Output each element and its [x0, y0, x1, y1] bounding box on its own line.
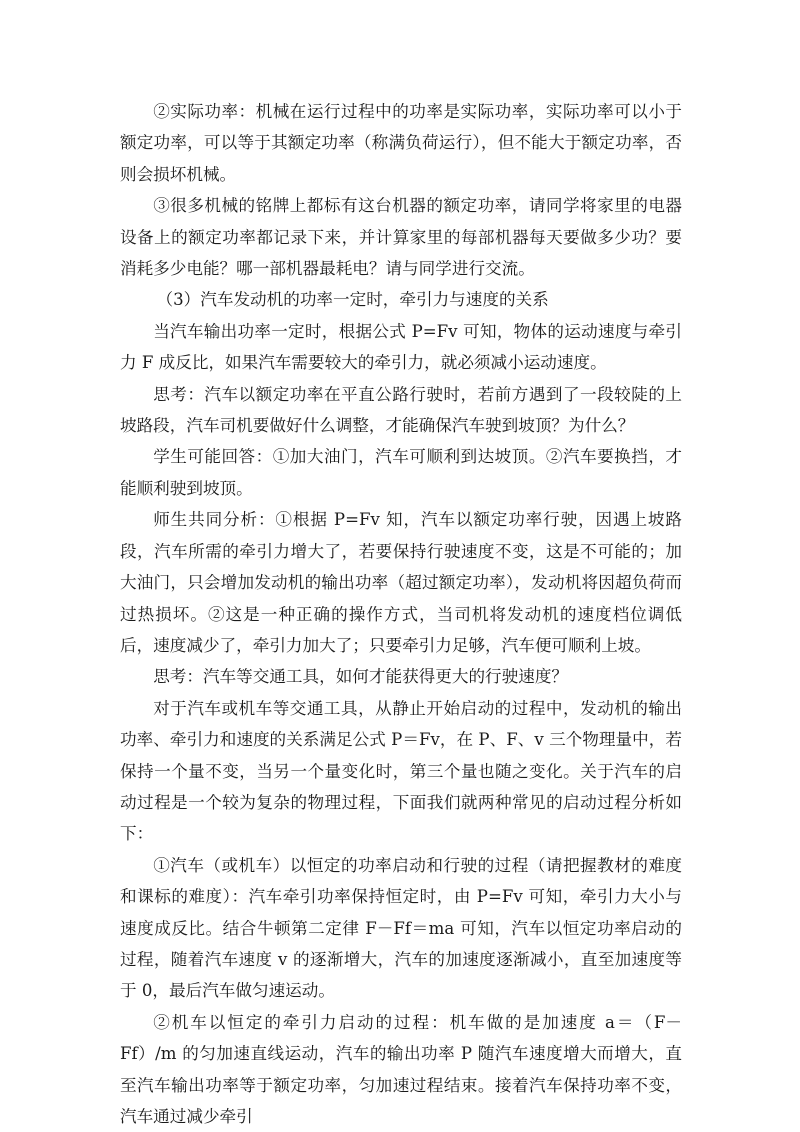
paragraph-text: 思考：汽车等交通工具，如何才能获得更大的行驶速度？	[153, 667, 569, 687]
paragraph-text: 思考：汽车以额定功率在平直公路行驶时，若前方遇到了一段较陡的上坡路段，汽车司机要做好什么调整，才能确保汽车驶到坡顶？为什么？	[120, 384, 682, 436]
paragraph-text: ②实际功率：机械在运行过程中的功率是实际功率，实际功率可以小于额定功率，可以等于其额定功率（称满负荷运行），但不能大于额定功率，否则会损坏机械。	[120, 102, 682, 184]
paragraph-text: ③很多机械的铭牌上都标有这台机器的额定功率，请同学将家里的电器设备上的额定功率都记录下来，并计算家里的每部机器每天要做多少功？要消耗多少电能？哪一部机器最耗电？请与同学进行交流。	[120, 196, 682, 279]
heading-text: （3）汽车发动机的功率一定时，牵引力与速度的关系	[156, 290, 549, 310]
paragraph-text: ②机车以恒定的牵引力启动的过程：机车做的是加速度 a＝（F－Ff）/m 的匀加速直线运动，汽车的输出功率 P 随汽车速度增大而增大，直至汽车输出功率等于额定功率，匀加速过程结束。接着汽车保持功率不变，汽车通过减少牵引	[120, 1012, 682, 1126]
paragraph-constant-force-startup	[120, 1007, 682, 1132]
paragraph-text: 当汽车输出功率一定时，根据公式 P=Fv 可知，物体的运动速度与牵引力 F 成反比，如果汽车需要较大的牵引力，就必须减小运动速度。	[120, 321, 682, 373]
paragraph-text: 学生可能回答：①加大油门，汽车可顺利到达坡顶。②汽车要换挡，才能顺利驶到坡顶。	[120, 447, 682, 498]
paragraph-actual-power	[120, 96, 682, 190]
paragraph-nameplate-power	[120, 190, 682, 284]
paragraph-student-answer	[120, 441, 682, 504]
paragraph-text: ①汽车（或机车）以恒定的功率启动和行驶的过程（请把握教材的难度和课标的难度）：汽车牵引功率保持恒定时，由 P=Fv 可知，牵引力大小与速度成反比。结合牛顿第二定律 F－Ff＝ma 可知，汽车以恒定功率启动的过程，随着汽车速度 v 的逐渐增大，汽车的加速度逐渐减小，直至加速度等于 0，最后汽车做匀速运动。	[120, 855, 682, 1001]
paragraph-constant-power-startup	[120, 850, 682, 1007]
paragraph-startup-intro	[120, 693, 682, 850]
paragraph-text: 对于汽车或机车等交通工具，从静止开始启动的过程中，发动机的输出功率、牵引力和速度的关系满足公式 P＝Fv，在 P、F、v 三个物理量中，若保持一个量不变，当另一个量变化时，第三个量也随之变化。关于汽车的启动过程是一个较为复杂的物理过程，下面我们就两种常见的启动过程分析如下：	[120, 698, 682, 844]
paragraph-constant-power	[120, 316, 682, 379]
section-heading	[120, 284, 682, 315]
document-body	[120, 96, 682, 1132]
paragraph-text: 师生共同分析：①根据 P=Fv 知，汽车以额定功率行驶，因遇上坡路段，汽车所需的牵引力增大了，若要保持行驶速度不变，这是不可能的；加大油门，只会增加发动机的输出功率（超过额定功率），发动机将因超负荷而过热损坏。②这是一种正确的操作方式，当司机将发动机的速度档位调低后，速度减少了，牵引力加大了；只要牵引力足够，汽车便可顺利上坡。	[120, 510, 682, 655]
paragraph-question-uphill	[120, 379, 682, 442]
paragraph-joint-analysis	[120, 504, 682, 661]
paragraph-question-speed	[120, 661, 682, 692]
